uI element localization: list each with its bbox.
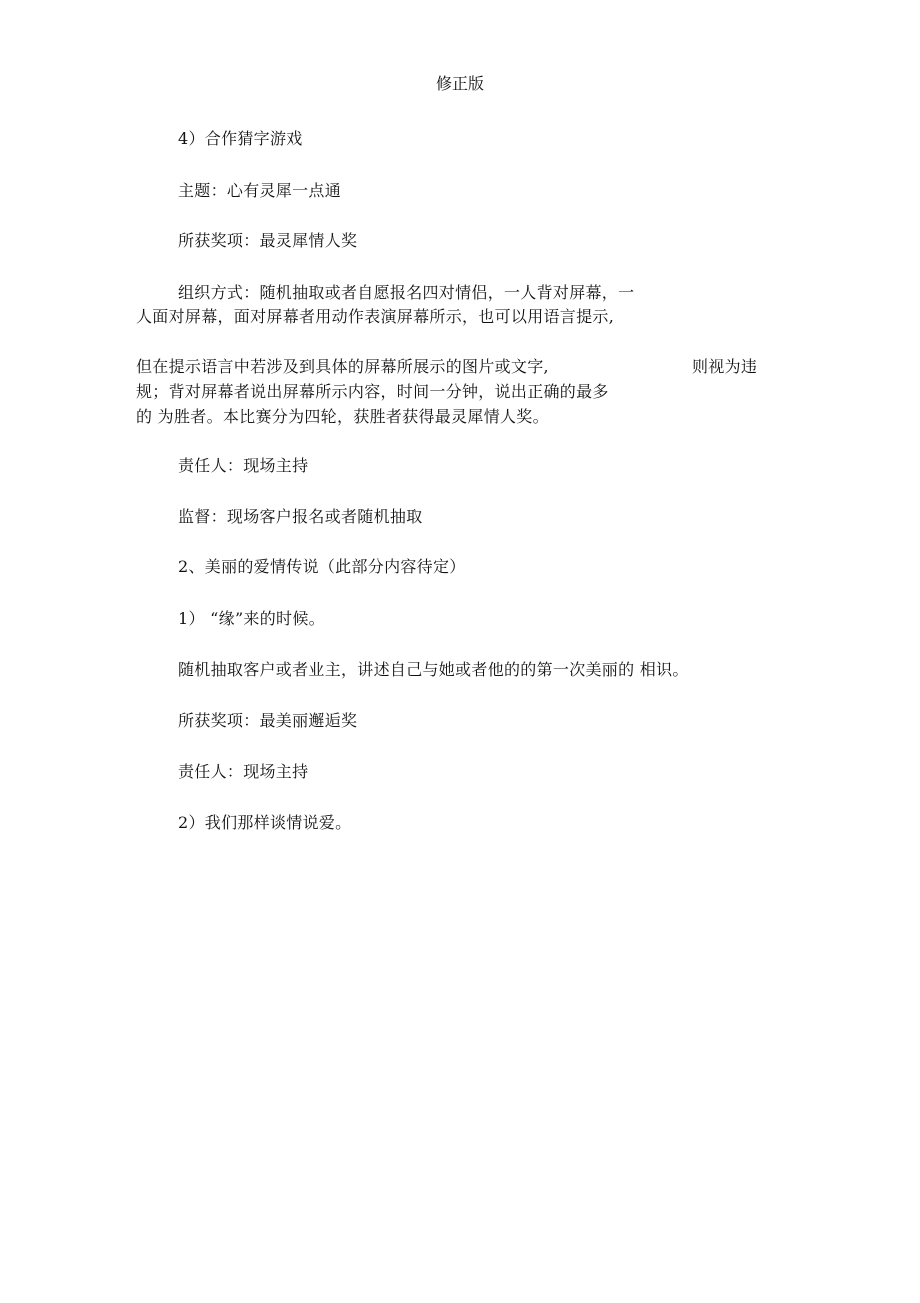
section-heading-love-legend: 2、美丽的爱情传说（此部分内容待定） <box>178 557 466 576</box>
organization-line-1: 组织方式：随机抽取或者自愿报名四对情侣，一人背对屏幕，一 <box>178 283 635 302</box>
supervision-line: 监督：现场客户报名或者随机抽取 <box>178 507 423 526</box>
subsection-heading-fate: 1） “缘”来的时候。 <box>178 609 325 628</box>
fate-description-line: 随机抽取客户或者业主，讲述自己与她或者他的的第一次美丽的 相识。 <box>178 660 689 679</box>
fate-responsible-person-line: 责任人：现场主持 <box>178 762 309 781</box>
responsible-person-line: 责任人：现场主持 <box>178 456 309 475</box>
theme-line: 主题：心有灵犀一点通 <box>178 181 342 200</box>
award-line: 所获奖项：最灵犀情人奖 <box>178 231 358 250</box>
fate-award-line: 所获奖项：最美丽邂逅奖 <box>178 711 358 730</box>
organization-line-3-tail: 则视为违 <box>692 357 758 376</box>
organization-line-3: 但在提示语言中若涉及到具体的屏幕所展示的图片或文字, <box>136 357 549 376</box>
organization-line-2: 人面对屏幕，面对屏幕者用动作表演屏幕所示，也可以用语言提示, <box>136 307 615 326</box>
subsection-heading-romance: 2）我们那样谈情说爱。 <box>178 813 352 832</box>
organization-line-4: 规；背对屏幕者说出屏幕所示内容，时间一分钟，说出正确的最多 <box>136 382 609 401</box>
organization-line-5: 的 为胜者。本比赛分为四轮，获胜者获得最灵犀情人奖。 <box>136 407 549 426</box>
section-heading-guessing-game: 4）合作猜字游戏 <box>178 129 303 148</box>
page-header-title: 修正版 <box>435 74 484 93</box>
